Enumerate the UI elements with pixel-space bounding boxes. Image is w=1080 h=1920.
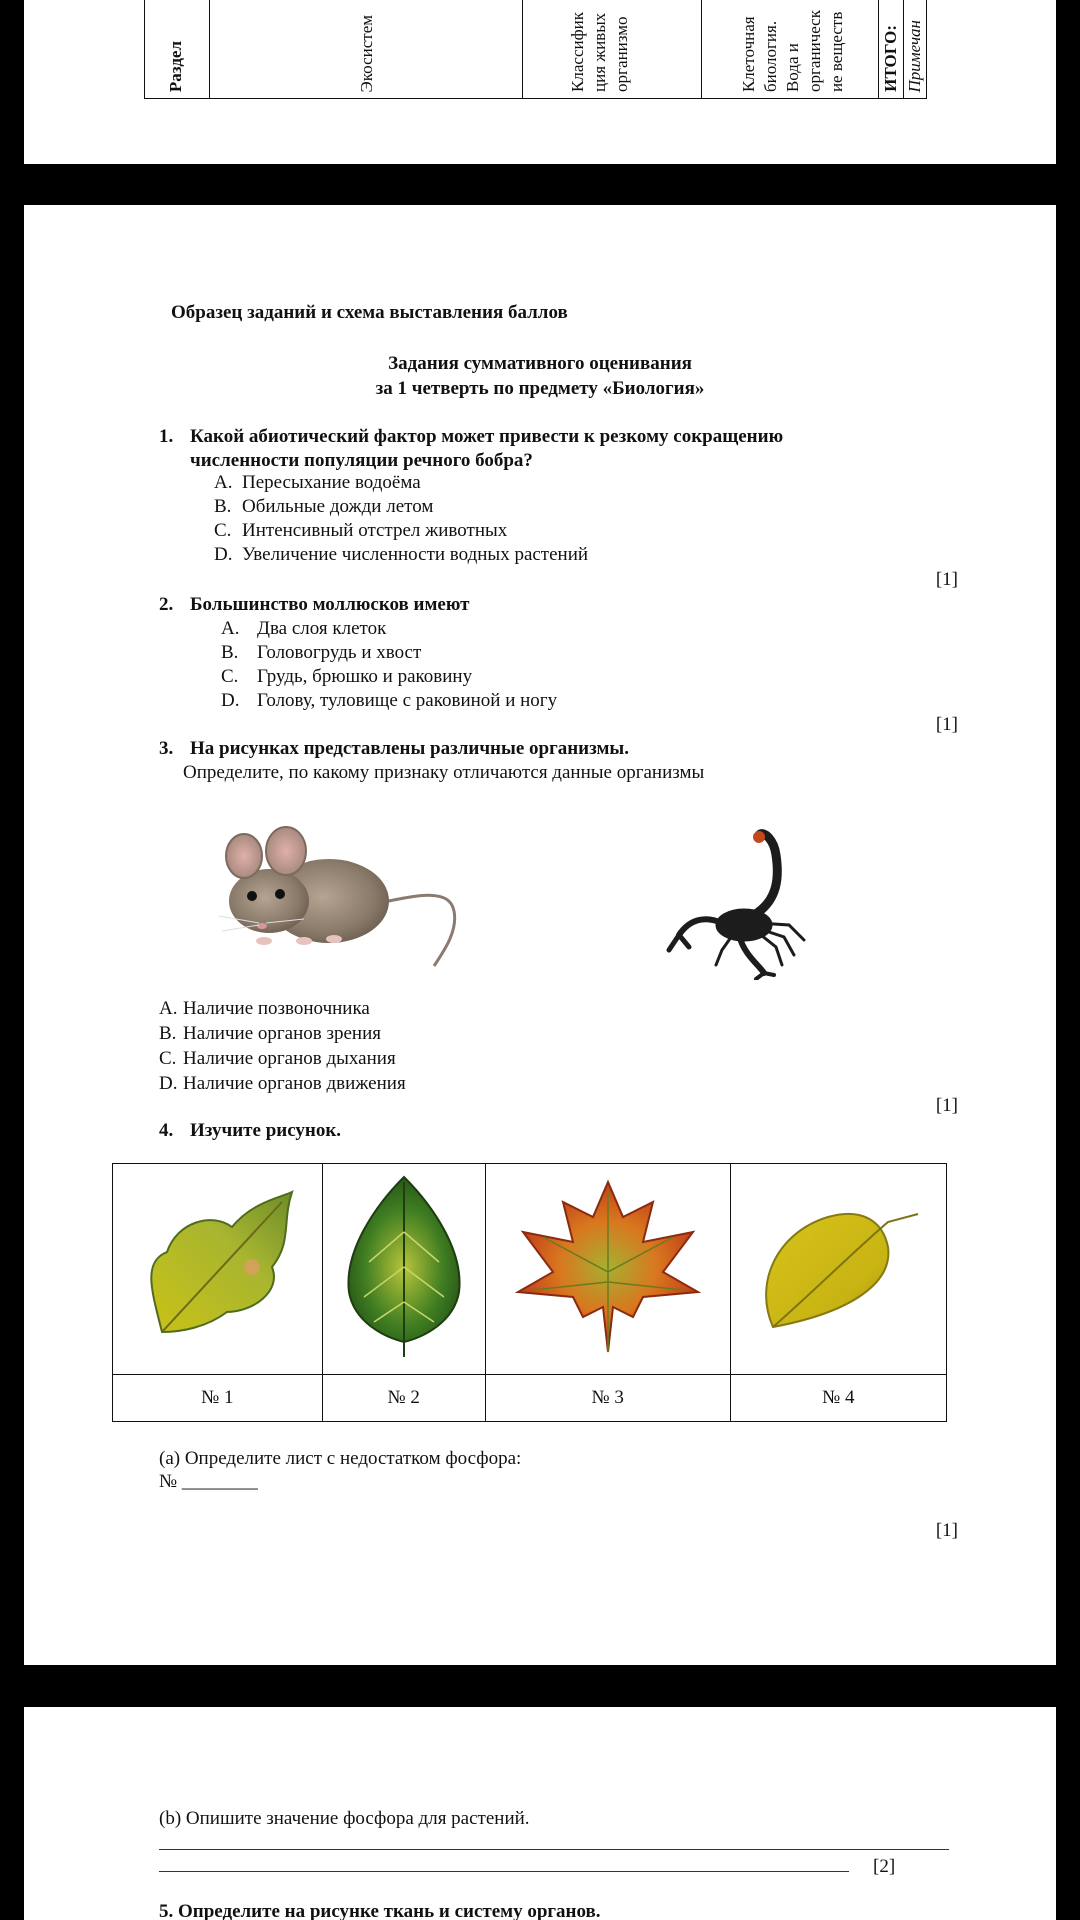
leaf-3-cell	[485, 1164, 730, 1375]
leaf-2-image	[334, 1172, 474, 1362]
answer-prefix: №	[159, 1471, 178, 1492]
subheading-line-2: за 1 четверть по предмету «Биология»	[375, 378, 705, 399]
option-text: Наличие позвоночника	[183, 998, 370, 1019]
leaf-1-image	[132, 1182, 302, 1352]
table-column-ecosystem	[210, 0, 523, 98]
table-header-classification: Классифик ция живых организмо	[568, 12, 631, 92]
question-4b-text: (b) Опишите значение фосфора для растений.	[159, 1808, 530, 1829]
table-header-total: ИТОГО:	[881, 25, 900, 92]
option	[214, 543, 588, 567]
score-q4b: [2]	[873, 1856, 896, 1877]
question-1-options	[214, 471, 588, 567]
question-number: 4.	[159, 1120, 174, 1141]
option-text: Наличие органов зрения	[183, 1023, 382, 1044]
option-letter: C.	[159, 1048, 177, 1069]
table-header-notes: Примечан	[905, 19, 924, 92]
table-column-classification	[523, 0, 702, 98]
option-text: Два слоя клеток	[257, 618, 387, 639]
question-4a-text: (a) Определите лист с недостатком фосфора:	[159, 1448, 522, 1469]
answer-blank[interactable]: ________	[181, 1471, 258, 1492]
score-q4a: [1]	[935, 1520, 958, 1541]
option-text: Грудь, брюшко и раковину	[257, 666, 473, 687]
leaf-3-image	[503, 1172, 713, 1362]
option	[221, 689, 557, 713]
document-page-3	[24, 1707, 1056, 1920]
option-letter: C.	[214, 520, 232, 541]
table-column-cell-biology	[702, 0, 879, 98]
table-column-section	[145, 0, 210, 98]
question-3-subtext: Определите, по какому признаку отличаются данные организмы	[183, 762, 705, 783]
option	[221, 665, 557, 689]
option-letter: C.	[221, 666, 239, 687]
option-text: Наличие органов дыхания	[183, 1048, 396, 1069]
option	[159, 997, 406, 1021]
option	[221, 641, 557, 665]
question-2-options	[221, 617, 557, 713]
scorpion-image	[664, 815, 844, 980]
document-heading: Образец заданий и схема выставления баллов	[171, 302, 568, 323]
option-text: Обильные дожди летом	[242, 496, 434, 517]
question-2	[159, 593, 469, 617]
document-page-1	[24, 0, 1056, 164]
option-letter: B.	[159, 1023, 177, 1044]
question-text-cont: численности популяции речного бобра?	[190, 450, 533, 471]
option-text: Интенсивный отстрел животных	[242, 520, 508, 541]
mouse-image	[214, 801, 474, 971]
option-letter: A.	[214, 472, 233, 493]
question-4a-answer	[159, 1470, 258, 1494]
option	[221, 617, 557, 641]
leaf-label-2: № 2	[322, 1375, 485, 1422]
document-page-2	[24, 205, 1056, 1665]
option-letter: B.	[221, 642, 239, 663]
table-header-section: Раздел	[166, 40, 185, 92]
question-text: Изучите рисунок.	[190, 1120, 342, 1141]
table-column-total	[879, 0, 904, 98]
leaf-label-4: № 4	[730, 1375, 946, 1422]
question-5-text: 5. Определите на рисунке ткань и систему органов.	[159, 1901, 601, 1920]
table-column-notes	[904, 0, 926, 98]
option-letter: D.	[221, 690, 240, 711]
option-text: Наличие органов движения	[183, 1073, 406, 1094]
option-letter: D.	[159, 1073, 178, 1094]
option	[214, 495, 588, 519]
table-header-ecosystem: Экосистем	[357, 14, 376, 92]
score-q1: [1]	[935, 569, 958, 590]
question-text: Какой абиотический фактор может привести к резкому сокращению	[190, 426, 784, 447]
option-text: Головогрудь и хвост	[257, 642, 422, 663]
answer-line-1[interactable]	[159, 1849, 949, 1850]
question-text: Большинство моллюсков имеют	[190, 594, 470, 615]
question-number: 2.	[159, 594, 174, 615]
question-3	[159, 737, 629, 761]
option-text: Увеличение численности водных растений	[242, 544, 589, 565]
score-q3: [1]	[935, 1095, 958, 1116]
option-text: Пересыхание водоёма	[242, 472, 421, 493]
leaf-label-3: № 3	[485, 1375, 730, 1422]
leaf-2-cell	[322, 1164, 485, 1375]
leaf-label-1: № 1	[113, 1375, 323, 1422]
question-number: 1.	[159, 426, 174, 447]
question-3-options	[159, 997, 406, 1096]
leaf-1-cell	[113, 1164, 323, 1375]
option	[214, 519, 588, 543]
option	[159, 1072, 406, 1096]
option-text: Голову, туловище с раковиной и ногу	[257, 690, 558, 711]
leaf-table	[112, 1163, 947, 1422]
score-q2: [1]	[935, 714, 958, 735]
question-1	[159, 425, 919, 473]
option-letter: B.	[214, 496, 232, 517]
option	[214, 471, 588, 495]
subheading-line-1: Задания суммативного оценивания	[388, 353, 692, 374]
question-text: На рисунках представлены различные организмы.	[190, 738, 629, 759]
option-letter: A.	[221, 618, 240, 639]
question-number: 3.	[159, 738, 174, 759]
question-4	[159, 1119, 341, 1143]
option	[159, 1047, 406, 1071]
leaf-4-image	[753, 1192, 923, 1342]
option-letter: A.	[159, 998, 178, 1019]
option	[159, 1022, 406, 1046]
table-header-cell-biology: Клеточная биология. Вода и органическ ие веществ	[739, 9, 846, 92]
summary-table-fragment	[144, 0, 927, 99]
answer-line-2[interactable]	[159, 1871, 849, 1872]
leaf-4-cell	[730, 1164, 946, 1375]
option-letter: D.	[214, 544, 233, 565]
